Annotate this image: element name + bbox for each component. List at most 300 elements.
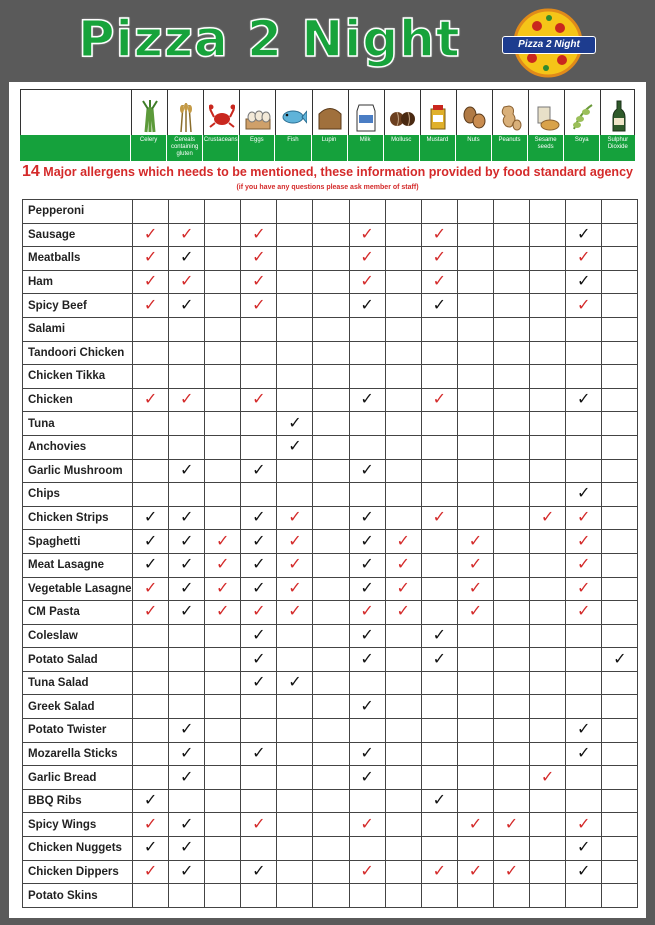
allergen-cell: [602, 412, 638, 436]
allergen-cell: [169, 388, 205, 412]
tick-black-icon: ✓: [432, 296, 446, 314]
tick-black-icon: ✓: [179, 556, 194, 574]
allergen-cell: [133, 884, 169, 908]
tick-black-icon: ✓: [360, 768, 374, 786]
allergen-cell: [421, 648, 457, 672]
allergen-cell: [602, 813, 638, 837]
table-row: [23, 435, 638, 459]
allergen-cell: [241, 813, 277, 837]
allergen-cell: [602, 577, 638, 601]
menu-item-name: Coleslaw: [23, 624, 133, 648]
allergen-cell: [493, 270, 529, 294]
allergen-label: Nuts: [455, 135, 491, 161]
allergen-cell: [530, 813, 566, 837]
allergen-cell: [133, 200, 169, 224]
table-row: [23, 837, 638, 861]
tick-red-icon: ✓: [143, 225, 158, 243]
allergen-label: Celery: [130, 135, 166, 161]
allergen-cell: [421, 530, 457, 554]
allergen-subheading: (if you have any questions please ask member of staff): [236, 184, 419, 191]
allergen-cell: [133, 742, 169, 766]
allergen-cell: [566, 341, 602, 365]
tick-red-icon: ✓: [143, 249, 158, 267]
tick-red-icon: ✓: [179, 225, 194, 243]
tick-black-icon: ✓: [360, 650, 374, 668]
allergen-cell: [277, 506, 313, 530]
allergen-cell: [421, 506, 457, 530]
logo: [502, 6, 594, 80]
allergen-cell: [457, 577, 493, 601]
allergen-cell: [385, 223, 421, 247]
tick-black-icon: ✓: [288, 438, 302, 456]
allergen-cell: [277, 813, 313, 837]
tick-black-icon: ✓: [179, 815, 194, 833]
allergen-count: 14: [22, 163, 40, 180]
allergen-cell: [457, 766, 493, 790]
allergen-cell: [277, 719, 313, 743]
table-row: [23, 223, 638, 247]
tick-red-icon: ✓: [576, 556, 591, 574]
allergen-cell: [457, 506, 493, 530]
tick-black-icon: ✓: [576, 862, 591, 880]
allergen-cell: [349, 223, 385, 247]
allergen-cell: [566, 247, 602, 271]
allergen-cell: [169, 317, 205, 341]
allergen-cell: [385, 200, 421, 224]
allergen-cell: [602, 742, 638, 766]
menu-item-name: Spicy Wings: [23, 813, 133, 837]
allergen-cell: [385, 766, 421, 790]
allergen-cell: [241, 483, 277, 507]
allergen-cell: [566, 294, 602, 318]
allergen-cell: [530, 719, 566, 743]
allergen-cell: [530, 270, 566, 294]
allergen-cell: [241, 247, 277, 271]
allergen-cell: [457, 223, 493, 247]
allergen-cell: [493, 577, 529, 601]
tick-red-icon: ✓: [540, 509, 555, 527]
allergen-cell: [602, 601, 638, 625]
allergen-cell: [602, 341, 638, 365]
allergen-cell: [385, 317, 421, 341]
allergen-cell: [133, 365, 169, 389]
allergen-cell: [421, 483, 457, 507]
allergen-cell: [385, 388, 421, 412]
allergen-cell: [385, 506, 421, 530]
page-title: Pizza 2 Night: [78, 10, 461, 68]
allergen-cell: [313, 624, 349, 648]
allergen-cell: [493, 553, 529, 577]
tick-black-icon: ✓: [360, 509, 374, 527]
allergen-cell: [133, 317, 169, 341]
table-row: [23, 671, 638, 695]
allergen-cell: [133, 601, 169, 625]
allergen-cell: [169, 884, 205, 908]
allergen-cell: [277, 577, 313, 601]
allergen-cell: [385, 247, 421, 271]
allergen-label: Sulphur Dioxide: [599, 135, 635, 161]
allergen-cell: [133, 860, 169, 884]
allergen-cell: [169, 530, 205, 554]
tick-red-icon: ✓: [360, 225, 374, 243]
menu-item-name: Vegetable Lasagne: [23, 577, 133, 601]
allergen-cell: [169, 789, 205, 813]
tick-red-icon: ✓: [179, 391, 194, 409]
tick-black-icon: ✓: [576, 839, 591, 857]
allergen-cell: [133, 223, 169, 247]
allergen-cell: [313, 341, 349, 365]
allergen-cell: [602, 884, 638, 908]
allergen-cell: [205, 719, 241, 743]
allergen-cell: [169, 412, 205, 436]
allergen-cell: [205, 624, 241, 648]
allergen-cell: [385, 695, 421, 719]
allergen-cell: [241, 837, 277, 861]
tick-red-icon: ✓: [576, 509, 591, 527]
allergen-cell: [349, 506, 385, 530]
tick-red-icon: ✓: [576, 815, 591, 833]
allergen-cell: [530, 648, 566, 672]
allergen-cell: [349, 341, 385, 365]
table-row: [23, 789, 638, 813]
allergen-cell: [313, 459, 349, 483]
tick-red-icon: ✓: [468, 862, 483, 880]
tick-black-icon: ✓: [252, 532, 266, 550]
allergen-cell: [133, 671, 169, 695]
tick-red-icon: ✓: [396, 532, 410, 550]
tick-red-icon: ✓: [576, 579, 591, 597]
allergen-cell: [241, 200, 277, 224]
allergen-cell: [349, 459, 385, 483]
allergen-cell: [602, 648, 638, 672]
tick-black-icon: ✓: [360, 744, 374, 762]
tick-red-icon: ✓: [468, 532, 483, 550]
table-row: [23, 742, 638, 766]
allergen-cell: [421, 270, 457, 294]
allergen-cell: [313, 483, 349, 507]
allergen-cell: [421, 365, 457, 389]
allergen-cell: [493, 837, 529, 861]
allergen-cell: [205, 341, 241, 365]
tick-black-icon: ✓: [143, 792, 158, 810]
allergen-cell: [277, 200, 313, 224]
allergen-cell: [457, 483, 493, 507]
allergen-cell: [349, 200, 385, 224]
allergen-cell: [566, 317, 602, 341]
allergen-cell: [530, 789, 566, 813]
allergen-cell: [205, 671, 241, 695]
allergen-label: Eggs: [238, 135, 274, 161]
allergen-cell: [277, 294, 313, 318]
tick-red-icon: ✓: [360, 815, 374, 833]
allergen-cell: [602, 789, 638, 813]
menu-item-name: Chicken Tikka: [23, 365, 133, 389]
tick-black-icon: ✓: [179, 721, 194, 739]
tick-red-icon: ✓: [432, 273, 446, 291]
allergen-cell: [169, 506, 205, 530]
allergen-cell: [313, 200, 349, 224]
tick-black-icon: ✓: [252, 556, 266, 574]
tick-red-icon: ✓: [360, 273, 374, 291]
tick-red-icon: ✓: [143, 862, 158, 880]
allergen-cell: [349, 789, 385, 813]
tick-red-icon: ✓: [540, 768, 555, 786]
allergen-cell: [602, 388, 638, 412]
allergen-cell: [385, 412, 421, 436]
allergen-cell: [277, 671, 313, 695]
allergen-cell: [493, 483, 529, 507]
allergen-cell: [277, 317, 313, 341]
tick-black-icon: ✓: [432, 650, 446, 668]
allergen-cell: [493, 719, 529, 743]
menu-item-name: Tuna Salad: [23, 671, 133, 695]
allergen-cell: [169, 860, 205, 884]
allergen-cell: [385, 270, 421, 294]
allergen-cell: [493, 884, 529, 908]
tick-red-icon: ✓: [252, 603, 266, 621]
allergen-cell: [457, 435, 493, 459]
allergen-cell: [133, 766, 169, 790]
allergen-cell: [169, 813, 205, 837]
allergen-cell: [133, 435, 169, 459]
menu-item-name: Greek Salad: [23, 695, 133, 719]
allergen-cell: [205, 601, 241, 625]
allergen-cell: [313, 223, 349, 247]
table-row: [23, 648, 638, 672]
tick-red-icon: ✓: [143, 296, 158, 314]
allergen-cell: [133, 483, 169, 507]
allergen-cell: [349, 435, 385, 459]
table-row: [23, 695, 638, 719]
tick-red-icon: ✓: [360, 249, 374, 267]
tick-red-icon: ✓: [216, 603, 230, 621]
allergen-cell: [349, 813, 385, 837]
tick-red-icon: ✓: [252, 273, 266, 291]
allergen-cell: [241, 365, 277, 389]
tick-red-icon: ✓: [360, 603, 374, 621]
allergen-cell: [313, 317, 349, 341]
allergen-cell: [349, 884, 385, 908]
tick-black-icon: ✓: [360, 296, 374, 314]
tick-red-icon: ✓: [143, 579, 158, 597]
allergen-cell: [133, 553, 169, 577]
allergen-cell: [602, 223, 638, 247]
allergen-cell: [385, 459, 421, 483]
allergen-cell: [602, 435, 638, 459]
allergen-cell: [385, 483, 421, 507]
allergen-cell: [385, 435, 421, 459]
tick-black-icon: ✓: [143, 509, 158, 527]
allergen-cell: [566, 365, 602, 389]
menu-item-name: Chicken: [23, 388, 133, 412]
allergen-cell: [530, 459, 566, 483]
allergen-cell: [313, 365, 349, 389]
table-row: [23, 483, 638, 507]
allergen-cell: [566, 483, 602, 507]
menu-item-name: Ham: [23, 270, 133, 294]
allergen-cell: [602, 270, 638, 294]
allergen-cell: [133, 719, 169, 743]
tick-black-icon: ✓: [179, 603, 194, 621]
tick-red-icon: ✓: [288, 603, 302, 621]
tick-red-icon: ✓: [504, 815, 519, 833]
allergen-cell: [385, 884, 421, 908]
allergen-cell: [530, 860, 566, 884]
allergen-cell: [493, 789, 529, 813]
allergen-cell: [421, 766, 457, 790]
allergen-cell: [169, 648, 205, 672]
allergen-cell: [169, 200, 205, 224]
allergen-cell: [313, 577, 349, 601]
allergen-cell: [241, 412, 277, 436]
allergen-cell: [457, 837, 493, 861]
allergen-cell: [205, 884, 241, 908]
allergen-cell: [205, 813, 241, 837]
tick-black-icon: ✓: [179, 296, 194, 314]
allergen-cell: [602, 837, 638, 861]
allergen-cell: [421, 813, 457, 837]
allergen-cell: [169, 577, 205, 601]
menu-item-name: CM Pasta: [23, 601, 133, 625]
allergen-cell: [530, 294, 566, 318]
allergen-cell: [169, 624, 205, 648]
allergen-cell: [530, 742, 566, 766]
allergen-label: Mustard: [419, 135, 455, 161]
allergen-cell: [385, 624, 421, 648]
allergen-cell: [530, 412, 566, 436]
tick-red-icon: ✓: [360, 862, 374, 880]
tick-black-icon: ✓: [360, 697, 374, 715]
allergen-cell: [421, 837, 457, 861]
allergen-cell: [566, 270, 602, 294]
allergen-cell: [277, 530, 313, 554]
allergen-cell: [133, 624, 169, 648]
allergen-cell: [313, 837, 349, 861]
allergen-cell: [277, 247, 313, 271]
tick-black-icon: ✓: [288, 414, 302, 432]
allergen-cell: [602, 200, 638, 224]
allergen-cell: [205, 247, 241, 271]
allergen-cell: [205, 695, 241, 719]
allergen-cell: [205, 483, 241, 507]
header: [0, 0, 655, 82]
allergen-cell: [349, 412, 385, 436]
allergen-cell: [205, 223, 241, 247]
allergen-cell: [457, 530, 493, 554]
allergen-cell: [277, 624, 313, 648]
allergen-cell: [241, 388, 277, 412]
tick-red-icon: ✓: [432, 862, 446, 880]
allergen-cell: [493, 247, 529, 271]
allergen-cell: [530, 317, 566, 341]
allergen-cell: [349, 837, 385, 861]
allergen-cell: [566, 459, 602, 483]
tick-black-icon: ✓: [179, 249, 194, 267]
allergen-cell: [421, 247, 457, 271]
allergen-label: Mollusc: [383, 135, 419, 161]
allergen-cell: [530, 837, 566, 861]
allergen-cell: [530, 766, 566, 790]
tick-black-icon: ✓: [252, 461, 266, 479]
allergen-cell: [349, 388, 385, 412]
allergen-cell: [241, 601, 277, 625]
tick-black-icon: ✓: [252, 626, 266, 644]
allergen-cell: [241, 294, 277, 318]
tick-black-icon: ✓: [576, 721, 591, 739]
allergen-cell: [602, 294, 638, 318]
menu-item-name: BBQ Ribs: [23, 789, 133, 813]
allergen-cell: [277, 648, 313, 672]
allergen-cell: [277, 860, 313, 884]
allergen-cell: [530, 483, 566, 507]
allergen-cell: [205, 837, 241, 861]
tick-black-icon: ✓: [576, 744, 591, 762]
tick-red-icon: ✓: [216, 532, 230, 550]
allergen-cell: [241, 435, 277, 459]
allergen-cell: [205, 530, 241, 554]
allergen-label: Soya: [563, 135, 599, 161]
allergen-cell: [169, 459, 205, 483]
tick-black-icon: ✓: [179, 862, 194, 880]
allergen-cell: [313, 884, 349, 908]
tick-red-icon: ✓: [504, 862, 519, 880]
allergen-cell: [349, 719, 385, 743]
allergen-cell: [277, 742, 313, 766]
allergen-cell: [421, 459, 457, 483]
allergen-cell: [169, 365, 205, 389]
allergen-cell: [313, 766, 349, 790]
tick-black-icon: ✓: [360, 579, 374, 597]
allergen-cell: [602, 483, 638, 507]
allergen-cell: [277, 789, 313, 813]
allergen-cell: [277, 341, 313, 365]
logo-text: Pizza 2 Night: [502, 36, 596, 54]
allergen-cell: [493, 341, 529, 365]
allergen-cell: [602, 365, 638, 389]
allergen-cell: [133, 388, 169, 412]
allergen-label: Fish: [274, 135, 310, 161]
allergen-cell: [493, 459, 529, 483]
allergen-cell: [241, 317, 277, 341]
tick-black-icon: ✓: [288, 674, 302, 692]
allergen-cell: [457, 719, 493, 743]
tick-black-icon: ✓: [179, 509, 194, 527]
tick-red-icon: ✓: [288, 509, 302, 527]
allergen-cell: [313, 412, 349, 436]
tick-black-icon: ✓: [360, 626, 374, 644]
allergen-cell: [133, 648, 169, 672]
allergen-cell: [313, 388, 349, 412]
tick-black-icon: ✓: [252, 579, 266, 597]
tick-black-icon: ✓: [179, 579, 194, 597]
menu-item-name: Chicken Nuggets: [23, 837, 133, 861]
allergen-cell: [349, 317, 385, 341]
allergen-cell: [421, 742, 457, 766]
allergen-cell: [421, 223, 457, 247]
allergen-cell: [349, 860, 385, 884]
allergen-cell: [457, 789, 493, 813]
menu-item-name: Pepperoni: [23, 200, 133, 224]
allergen-cell: [241, 270, 277, 294]
allergen-cell: [493, 223, 529, 247]
allergen-cell: [133, 506, 169, 530]
tick-red-icon: ✓: [396, 556, 410, 574]
allergen-sheet: [9, 82, 646, 918]
allergen-cell: [205, 412, 241, 436]
tick-black-icon: ✓: [360, 532, 374, 550]
allergen-cell: [457, 247, 493, 271]
allergen-cell: [530, 506, 566, 530]
